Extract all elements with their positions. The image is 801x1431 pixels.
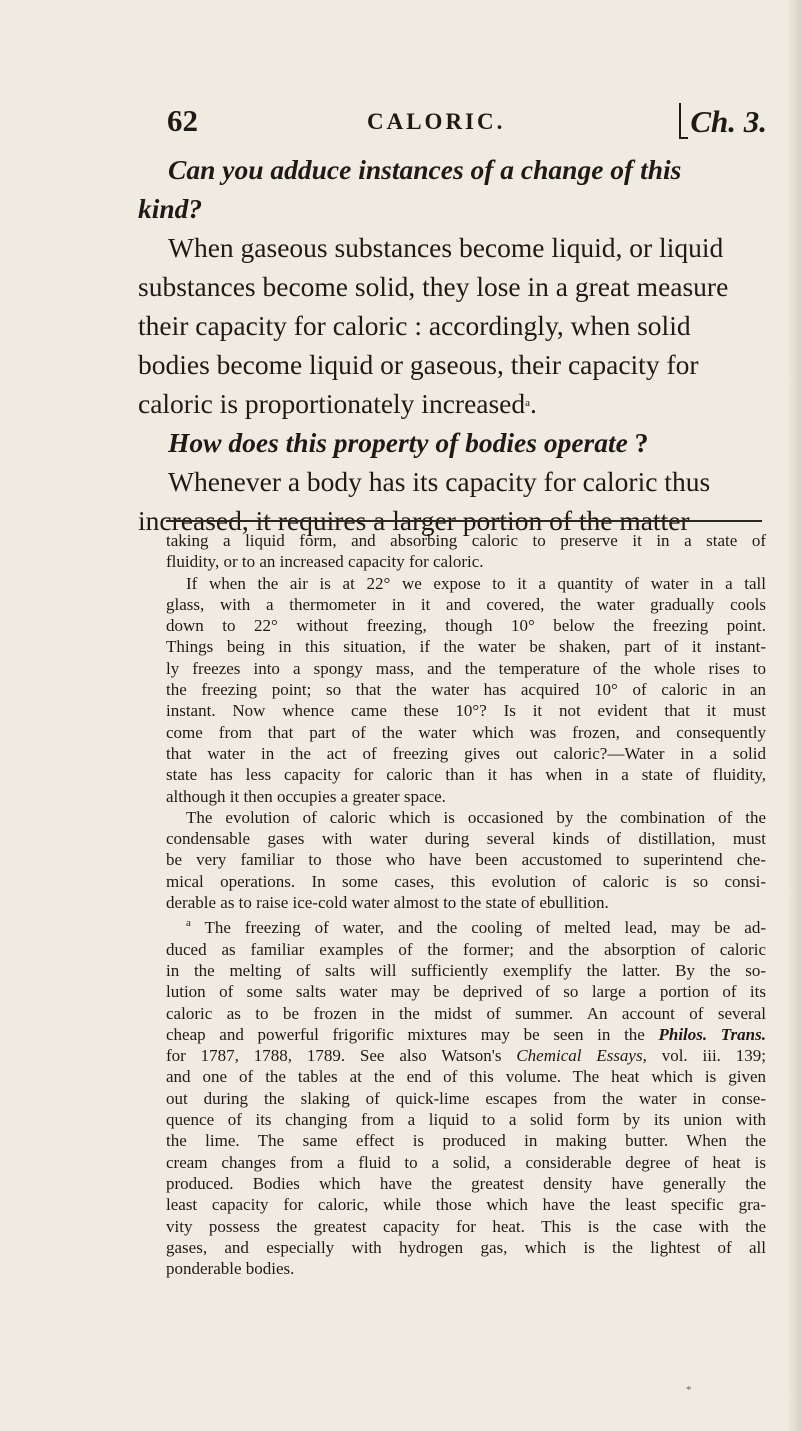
footnote-line: fluidity, or to an increased capacity for caloric.: [166, 552, 484, 572]
footnote-line: [166, 1045, 766, 1066]
chapter-label: Ch. 3.: [690, 104, 767, 139]
footnote-line: vity possess the greatest capacity for heat. This is the case with the: [166, 1216, 766, 1236]
footnote-line: cream changes from a fluid to a solid, a considerable degree of heat is: [166, 1152, 766, 1172]
footnote-line: out during the slaking of quick-lime escapes from the water in conse-: [166, 1088, 766, 1108]
running-title: CALORIC.: [367, 109, 506, 134]
footnote-line: condensable gases with water during several kinds of distillation, must: [166, 829, 766, 849]
footnote-line: If when the air is at 22° we expose to it a quantity of water in a tall: [186, 573, 766, 593]
footnote-text: cheap and powerful frigorific mixtures may be seen in the: [166, 1024, 659, 1044]
footnote-line: gases, and especially with hydrogen gas, which is the lightest of all: [166, 1237, 766, 1257]
answer-1-line-4: bodies become liquid or gaseous, their capacity for: [138, 349, 699, 380]
footnote-line: derable as to raise ice-cold water almost to the state of ebullition.: [166, 893, 609, 913]
answer-2-line-1: Whenever a body has its capacity for caloric thus: [168, 466, 711, 497]
footnote-a: [166, 913, 766, 1279]
footnote-marker-a: a: [186, 917, 191, 930]
page-number: 62: [167, 103, 198, 138]
question-1-line-2: kind?: [138, 193, 203, 224]
footnote-line: least capacity for caloric, while those which have the least specific gra-: [166, 1195, 766, 1215]
footnote-line: in the melting of salts will sufficiently exemplify the latter. By the so-: [166, 960, 766, 980]
footnote-line: although it then occupies a greater space.: [166, 786, 446, 806]
bracket-mark: [679, 103, 688, 139]
footnote-text: for 1787, 1788, 1789. See also Watson's: [166, 1046, 517, 1066]
footnotes: [166, 530, 766, 1279]
question-2-text: How does this property of bodies operate: [168, 427, 628, 458]
footnote-continuation: [166, 530, 766, 573]
footnote-line: ponderable bodies.: [166, 1259, 295, 1279]
footnote-text: The freezing of water, and the cooling of melted lead, may be ad-: [190, 918, 766, 938]
question-2: [138, 423, 768, 462]
footnote-text: vol. iii. 139;: [646, 1046, 766, 1066]
footnote-line: produced. Bodies which have the greatest density have generally the: [166, 1173, 766, 1193]
footnote-line: quence of its changing from a liquid to a solid form by its union with: [166, 1110, 766, 1130]
answer-1-line-2: substances become solid, they lose in a great measure: [138, 271, 729, 302]
running-header: [167, 103, 767, 143]
footnote-line: glass, with a thermometer in it and covered, the water gradually cools: [166, 594, 766, 614]
answer-1: [138, 228, 768, 423]
question-1-line-1: Can you adduce instances of a change of this: [168, 154, 682, 185]
footnote-line: and one of the tables at the end of this volume. The heat which is given: [166, 1067, 766, 1087]
footnote-line: duced as familiar examples of the former; and the absorption of caloric: [166, 939, 766, 959]
question-2-mark: ?: [634, 427, 649, 458]
footnote-line: come from that part of the water which was frozen, and consequently: [166, 722, 766, 742]
page-edge-shadow: [787, 0, 801, 1431]
answer-1-line-1: When gaseous substances become liquid, or liquid: [168, 232, 724, 263]
footnote-paragraph-2: [166, 573, 766, 807]
footnote-line: caloric as to be frozen in the midst of summer. An account of several: [166, 1003, 766, 1023]
signature-mark: *: [686, 1384, 692, 1396]
main-text: [138, 150, 768, 540]
footnote-line: state has less capacity for caloric than it has when in a state of fluidity,: [166, 765, 766, 785]
answer-1-line-3: their capacity for caloric : accordingly, when solid: [138, 310, 691, 341]
footnote-line: Things being in this situation, if the water be shaken, part of it instant-: [166, 637, 766, 657]
footnote-line: mical operations. In some cases, this evolution of caloric is so consi-: [166, 871, 766, 891]
footnote-line: instant. Now whence came these 10°? Is it not evident that it must: [166, 701, 766, 721]
footnote-line: that water in the act of freezing gives out caloric?—Water in a solid: [166, 743, 766, 763]
answer-1-line-5: caloric is proportionately increased: [138, 388, 526, 419]
footnote-line: [166, 1024, 766, 1045]
citation-chemical-essays: Chemical Essays,: [516, 1046, 647, 1066]
footnote-line: ly freezes into a spongy mass, and the temperature of the whole rises to: [166, 658, 766, 678]
footnote-line: the lime. The same effect is produced in making butter. When the: [166, 1131, 766, 1151]
footnote-line: down to 22° without freezing, though 10° below the freezing point.: [166, 616, 766, 636]
footnote-line: the freezing point; so that the water has acquired 10° of caloric in an: [166, 680, 766, 700]
footnote-rule: [166, 520, 762, 522]
footnote-line: The evolution of caloric which is occasioned by the combination of the: [186, 807, 766, 827]
footnote-line: taking a liquid form, and absorbing caloric to preserve it in a state of: [166, 531, 766, 550]
answer-2-line-2: increased, it requires a larger portion of the matter: [138, 505, 690, 536]
answer-1-end: .: [530, 388, 537, 419]
footnote-line: [166, 913, 766, 938]
citation-philos-trans: Philos. Trans.: [658, 1024, 766, 1044]
footnote-ref-a: a: [525, 397, 531, 409]
answer-2: [138, 462, 768, 540]
footnote-paragraph-3: [166, 807, 766, 913]
question-1: [138, 150, 768, 228]
chapter-marker: [679, 103, 767, 140]
footnote-line: lution of some salts water may be deprived of so large a portion of its: [166, 982, 766, 1002]
footnote-line: be very familiar to those who have been accustomed to superintend che-: [166, 850, 766, 870]
